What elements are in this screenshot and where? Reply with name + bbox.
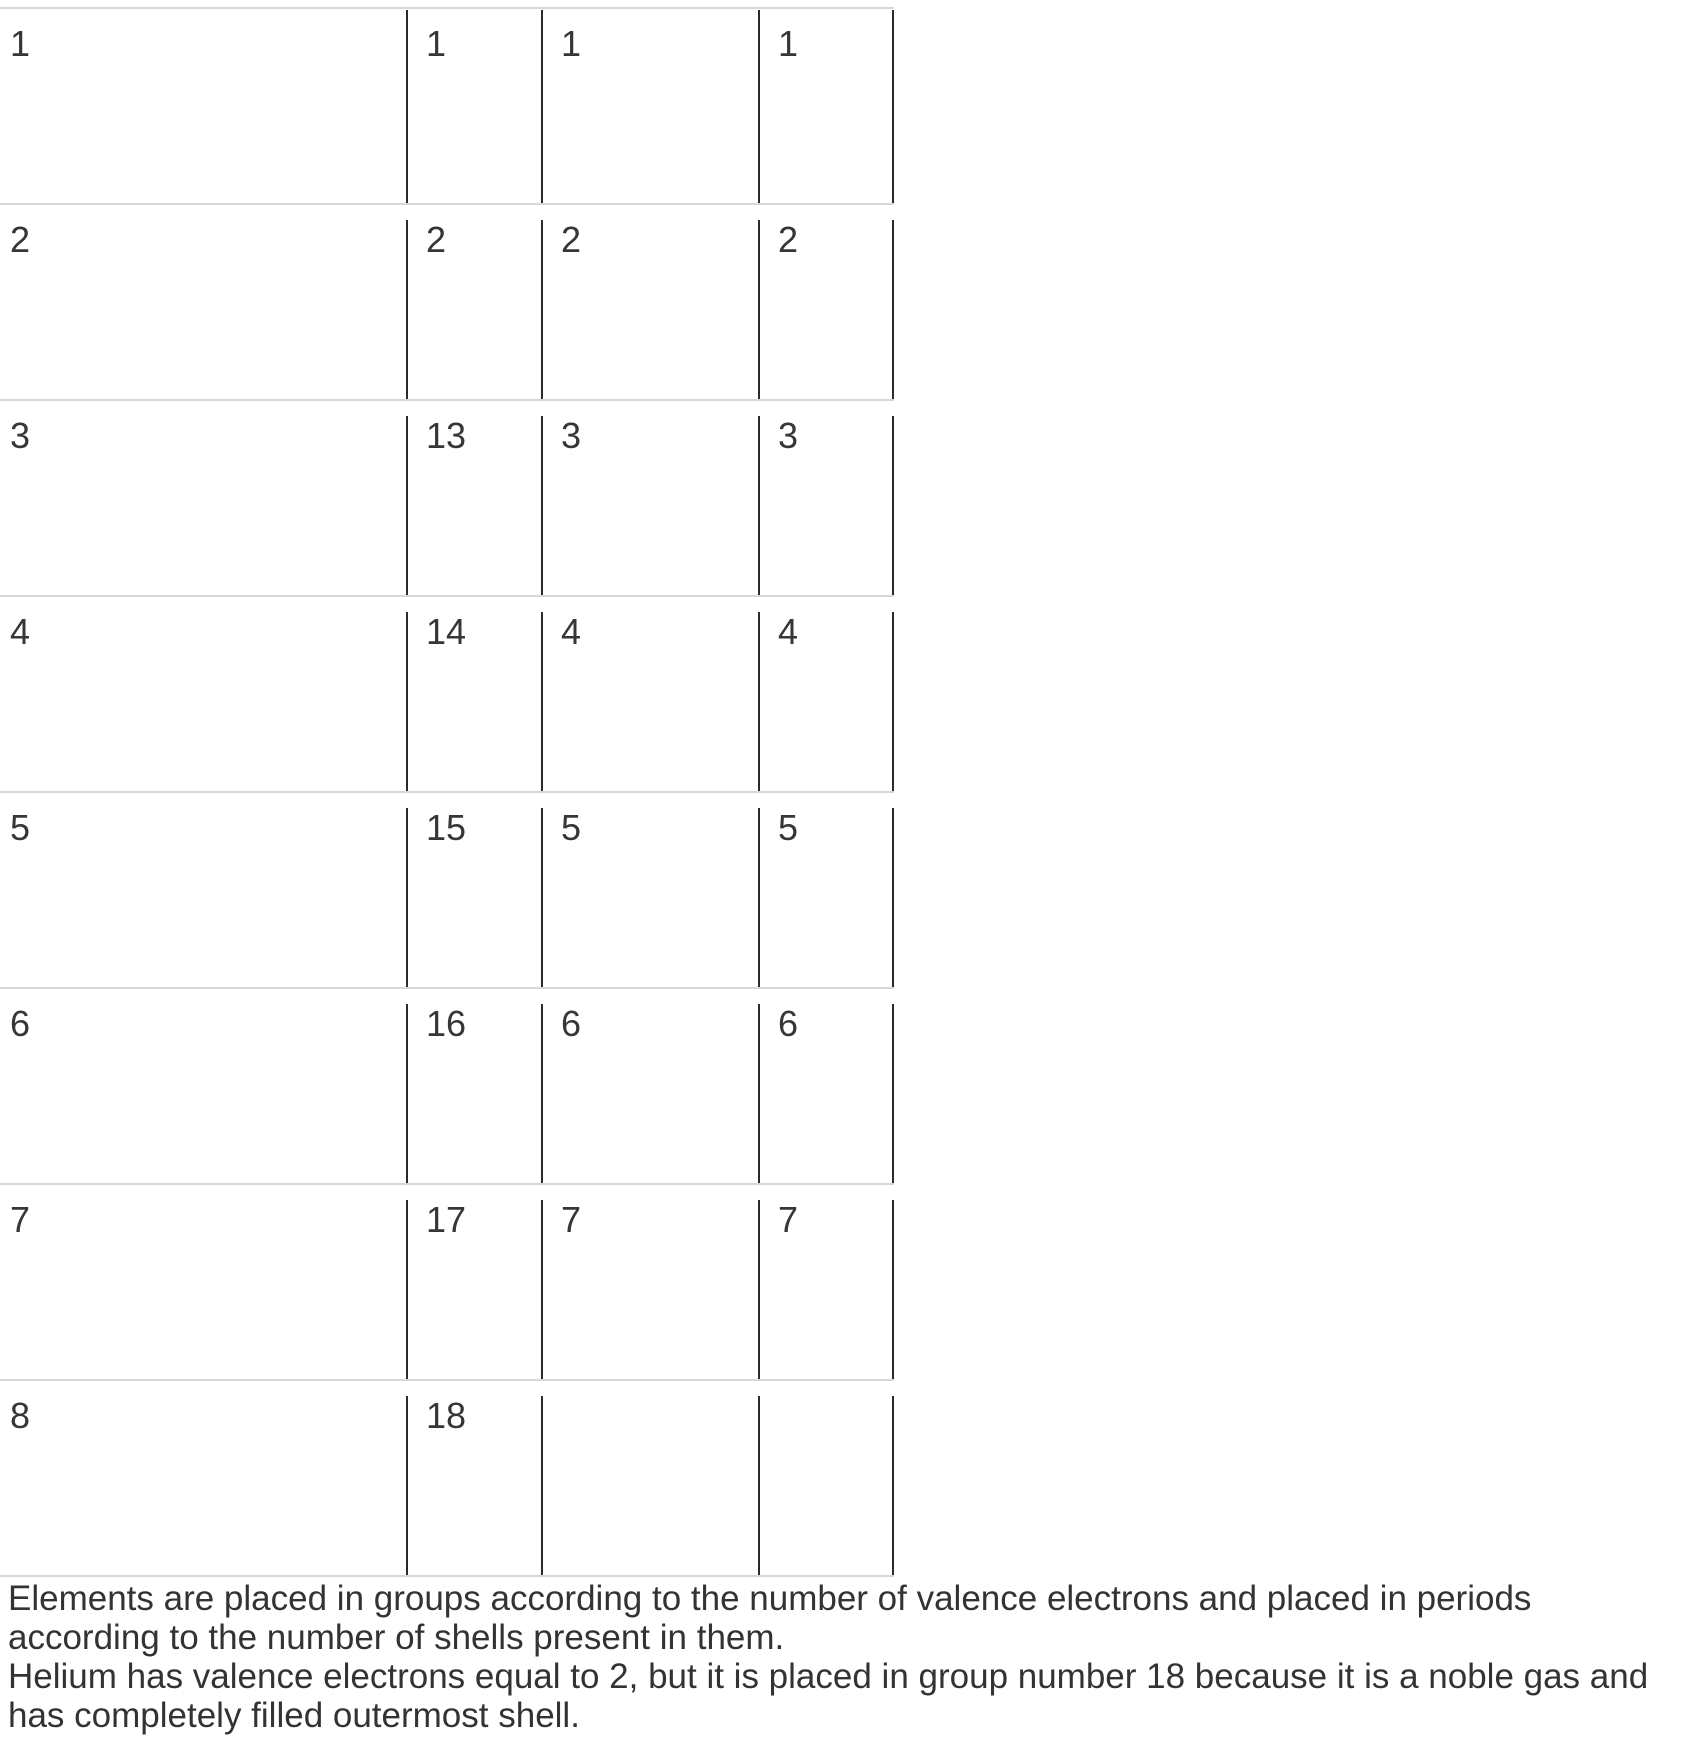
table-cell: 2: [541, 205, 758, 399]
explanation-paragraph-groups-periods: Elements are placed in groups according to the number of valence electrons and placed in periods according to the number of shells present in them.: [8, 1579, 1532, 1657]
table-cell: 4: [10, 611, 31, 652]
table-row: [0, 1183, 894, 1379]
explanation-text: [8, 1579, 1692, 1735]
table-cell: 2: [10, 219, 31, 260]
table-cell: 3: [758, 401, 894, 595]
table-row: [0, 1379, 894, 1575]
table-cell: 5: [541, 793, 758, 987]
table-cell: 2: [758, 205, 894, 399]
table-cell: 5: [758, 793, 894, 987]
table-row: [0, 399, 894, 595]
table-cell: 6: [758, 989, 894, 1183]
table-cell: 7: [10, 1199, 31, 1240]
table-cell: 18: [406, 1381, 541, 1575]
table-cell: 17: [406, 1185, 541, 1379]
table-cell: 3: [10, 415, 31, 456]
table-cell: 4: [758, 597, 894, 791]
table-cell: 6: [10, 1003, 31, 1044]
table-cell: 4: [541, 597, 758, 791]
table-cell: 1: [406, 9, 541, 203]
table-cell: 3: [541, 401, 758, 595]
table-cell: 7: [541, 1185, 758, 1379]
table-cell: 7: [758, 1185, 894, 1379]
table-cell: 1: [758, 9, 894, 203]
table-cell: 2: [406, 205, 541, 399]
table-row: [0, 203, 894, 399]
table-row: [0, 791, 894, 987]
table-row: [0, 987, 894, 1183]
table-cell: 8: [10, 1395, 31, 1436]
table-cell: 13: [406, 401, 541, 595]
table-cell: 6: [541, 989, 758, 1183]
table-row: [0, 7, 894, 203]
table-row: [0, 595, 894, 791]
table-cell: [758, 1381, 894, 1575]
table-cell: 1: [541, 9, 758, 203]
table-cell: 5: [10, 807, 31, 848]
table-cell: 15: [406, 793, 541, 987]
explanation-paragraph-helium: Helium has valence electrons equal to 2, but it is placed in group number 18 because it is a noble gas and has completely filled outermost shell.: [8, 1657, 1649, 1735]
table-cell: 1: [10, 23, 31, 64]
table-cell: 16: [406, 989, 541, 1183]
values-table: [0, 7, 894, 1577]
table-cell: [541, 1381, 758, 1575]
table-cell: 14: [406, 597, 541, 791]
